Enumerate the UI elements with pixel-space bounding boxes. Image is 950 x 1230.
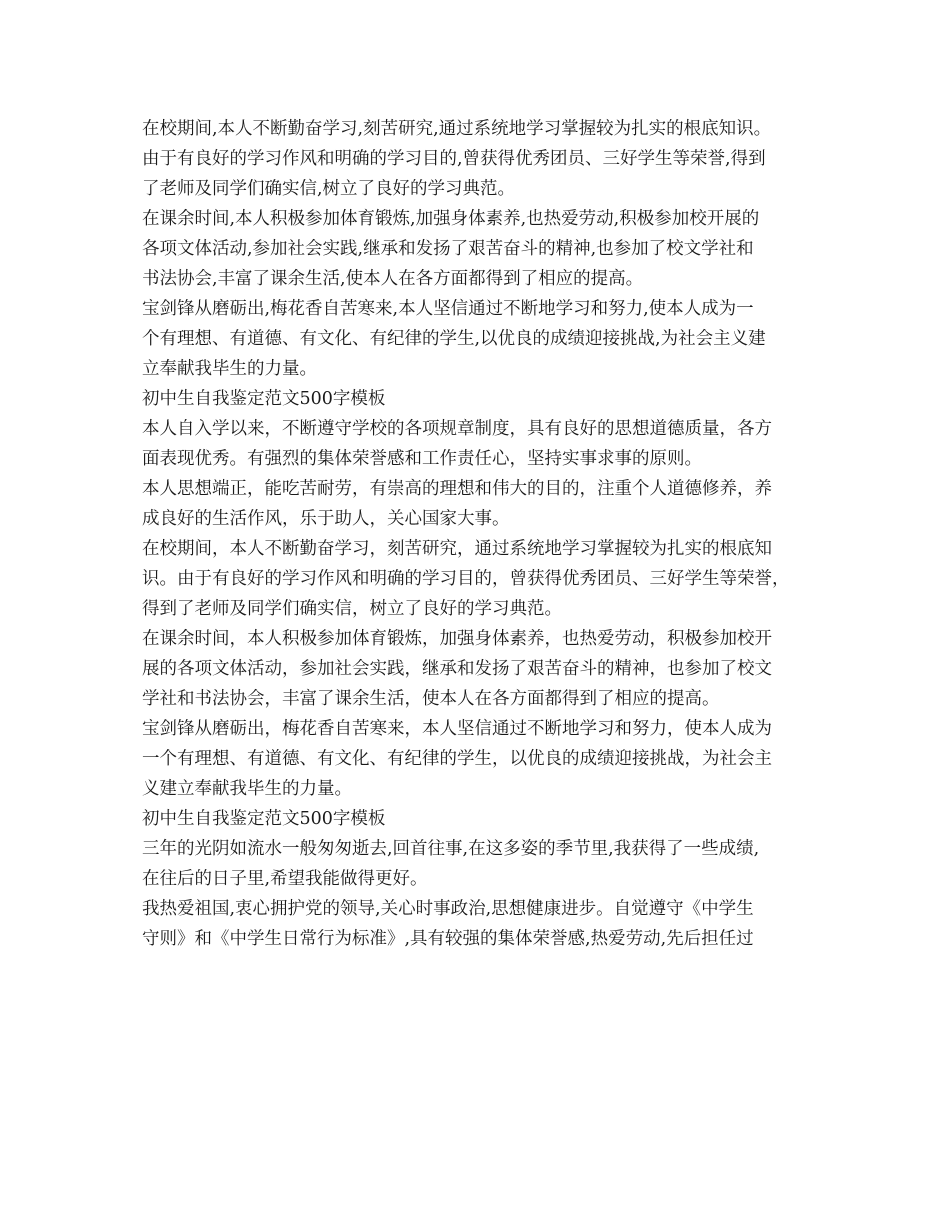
document-page	[142, 114, 832, 954]
section-heading: 初中生自我鉴定范文500字模板	[142, 389, 386, 409]
text-line: 一个有理想、有道德、有文化、有纪律的学生，以优良的成绩迎接挑战，为社会主	[142, 749, 772, 769]
text-line: 识。由于有良好的学习作风和明确的学习目的，曾获得优秀团员、三好学生等荣誉，	[142, 569, 790, 589]
text-line: 得到了老师及同学们确实信，树立了良好的学习典范。	[142, 599, 562, 619]
text-line: 书法协会,丰富了课余生活,使本人在各方面都得到了相应的提高。	[142, 269, 644, 289]
text-line: 在往后的日子里,希望我能做得更好。	[142, 869, 428, 889]
text-line: 本人思想端正，能吃苦耐劳，有崇高的理想和伟大的目的，注重个人道德修养，养	[142, 479, 772, 499]
text-line: 展的各项文体活动，参加社会实践，继承和发扬了艰苦奋斗的精神，也参加了校文	[142, 659, 772, 679]
text-line: 在课余时间，本人积极参加体育锻炼，加强身体素养，也热爱劳动，积极参加校开	[142, 629, 772, 649]
text-line: 由于有良好的学习作风和明确的学习目的,曾获得优秀团员、三好学生等荣誉,得到	[142, 149, 766, 169]
text-line: 在校期间,本人不断勤奋学习,刻苦研究,通过系统地学习掌握较为扎实的根底知识。	[142, 119, 772, 139]
text-line: 在课余时间,本人积极参加体育锻炼,加强身体素养,也热爱劳动,积极参加校开展的	[142, 209, 760, 229]
text-line: 了老师及同学们确实信,树立了良好的学习典范。	[142, 179, 516, 199]
text-line: 义建立奉献我毕生的力量。	[142, 779, 352, 799]
text-line: 我热爱祖国,衷心拥护党的领导,关心时事政治,思想健康进步。自觉遵守《中学生	[142, 899, 754, 919]
text-line: 宝剑锋从磨砺出，梅花香自苦寒来，本人坚信通过不断地学习和努力，使本人成为	[142, 719, 772, 739]
text-line: 立奉献我毕生的力量。	[142, 359, 317, 379]
text-line: 成良好的生活作风，乐于助人，关心国家大事。	[142, 509, 510, 529]
section-heading: 初中生自我鉴定范文500字模板	[142, 809, 386, 829]
text-line: 宝剑锋从磨砺出,梅花香自苦寒来,本人坚信通过不断地学习和努力,使本人成为一	[142, 299, 754, 319]
text-line: 在校期间，本人不断勤奋学习，刻苦研究，通过系统地学习掌握较为扎实的根底知	[142, 539, 772, 559]
text-line: 本人自入学以来，不断遵守学校的各项规章制度，具有良好的思想道德质量，各方	[142, 419, 772, 439]
text-line: 学社和书法协会，丰富了课余生活，使本人在各方面都得到了相应的提高。	[142, 689, 720, 709]
text-line: 个有理想、有道德、有文化、有纪律的学生,以优良的成绩迎接挑战,为社会主义建	[142, 329, 766, 349]
text-line: 三年的光阴如流水一般匆匆逝去,回首往事,在这多姿的季节里,我获得了一些成绩,	[142, 839, 760, 859]
text-line: 各项文体活动,参加社会实践,继承和发扬了艰苦奋斗的精神,也参加了校文学社和	[142, 239, 754, 259]
text-line: 面表现优秀。有强烈的集体荣誉感和工作责任心，坚持实事求事的原则。	[142, 449, 702, 469]
text-line: 守则》和《中学生日常行为标准》,具有较强的集体荣誉感,热爱劳动,先后担任过	[142, 929, 754, 949]
